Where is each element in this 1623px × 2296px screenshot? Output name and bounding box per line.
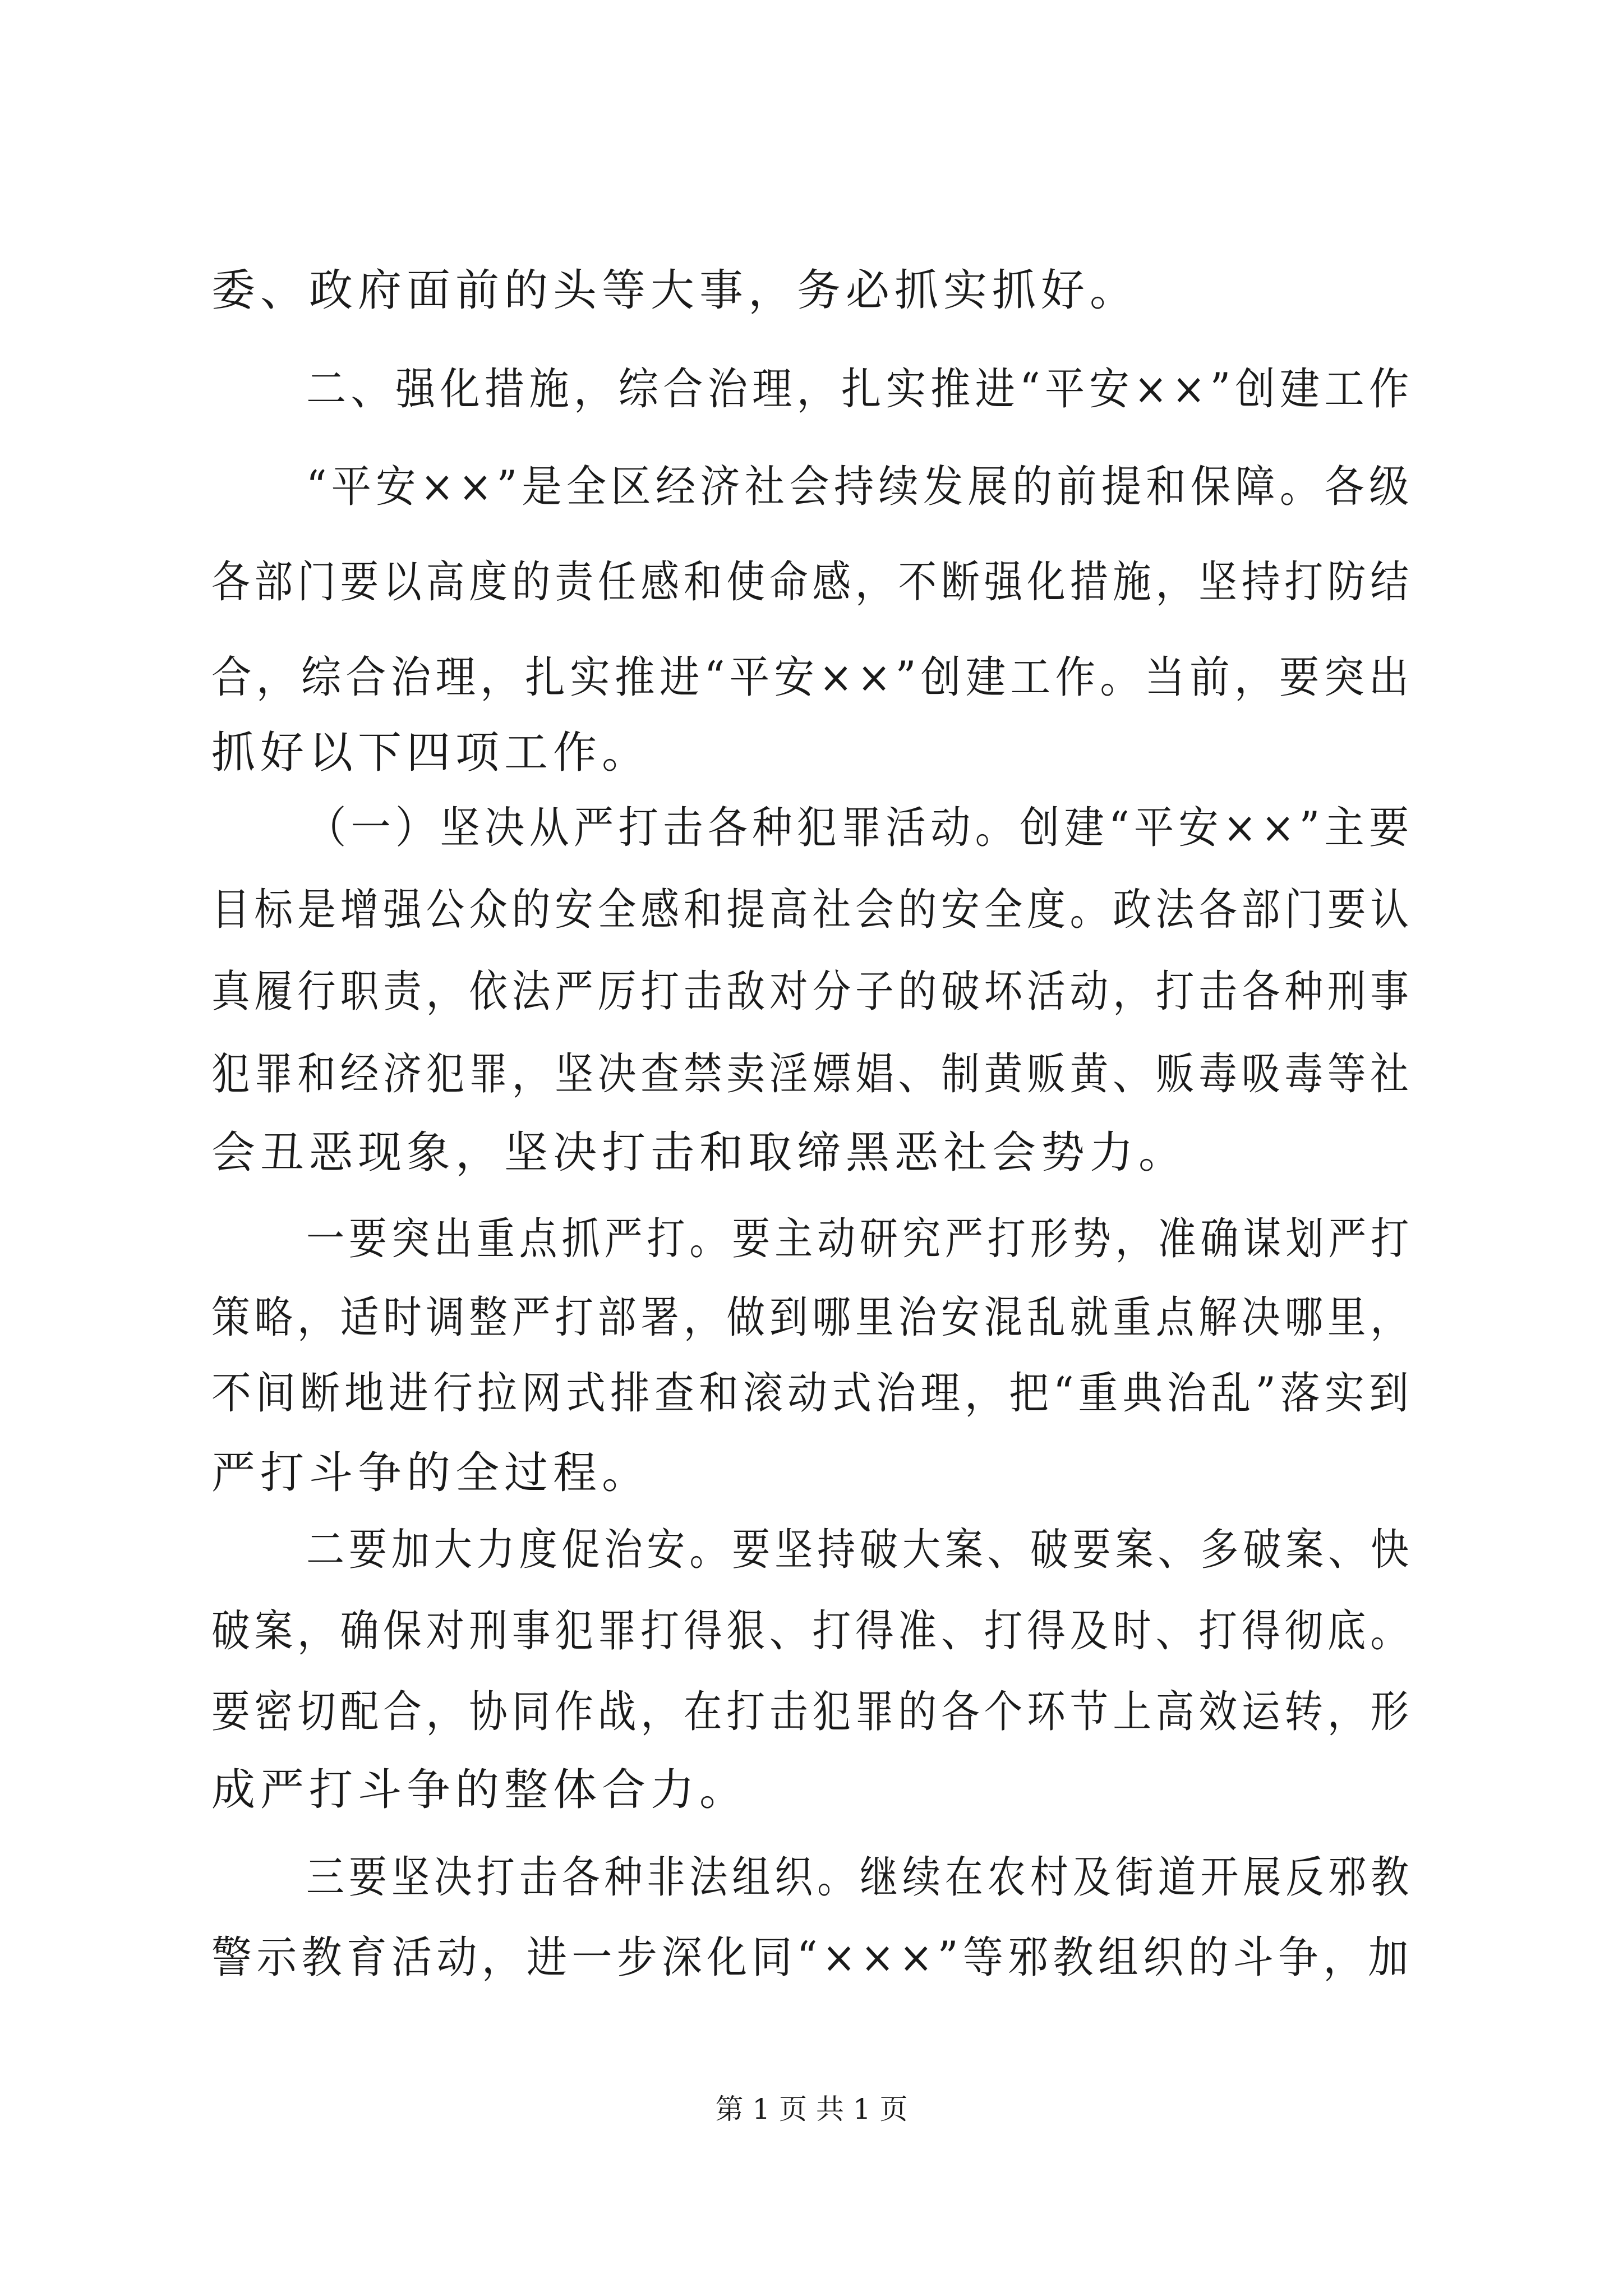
paragraph-line: 犯罪和经济犯罪，坚决查禁卖淫嫖娼、制黄贩黄、贩毒吸毒等社 — [211, 1049, 1413, 1099]
paragraph-line: 委、政府面前的头等大事，务必抓实抓好。 — [211, 265, 1139, 316]
paragraph-line: 真履行职责，依法严厉打击敌对分子的破坏活动，打击各种刑事 — [211, 967, 1413, 1017]
paragraph-line: 严打斗争的全过程。 — [211, 1448, 651, 1498]
paragraph-line: 会丑恶现象，坚决打击和取缔黑恶社会势力。 — [211, 1128, 1188, 1178]
paragraph-line: 警示教育活动，进一步深化同“×××”等邪教组织的斗争，加 — [211, 1932, 1413, 1983]
page-footer: 第 1 页 共 1 页 — [715, 2093, 908, 2125]
paragraph-line: 策略，适时调整严打部署，做到哪里治安混乱就重点解决哪里， — [211, 1292, 1413, 1343]
paragraph-line: （一）坚决从严打击各种犯罪活动。创建“平安××”主要 — [306, 803, 1414, 853]
paragraph-line: 抓好以下四项工作。 — [211, 728, 651, 778]
section-heading: 二、强化措施，综合治理，扎实推进“平安××”创建工作 — [306, 364, 1414, 415]
paragraph-line: 三要坚决打击各种非法组织。继续在农村及街道开展反邪教 — [306, 1852, 1414, 1903]
paragraph-line: 要密切配合，协同作战，在打击犯罪的各个环节上高效运转，形 — [211, 1687, 1413, 1737]
paragraph-line: 各部门要以高度的责任感和使命感，不断强化措施，坚持打防结 — [211, 557, 1413, 608]
paragraph-line: 成严打斗争的整体合力。 — [211, 1765, 749, 1815]
paragraph-line: 破案，确保对刑事犯罪打得狠、打得准、打得及时、打得彻底。 — [211, 1606, 1413, 1657]
paragraph-line: 合，综合治理，扎实推进“平安××”创建工作。当前，要突出 — [211, 652, 1414, 703]
paragraph-line: “平安××”是全区经济社会持续发展的前提和保障。各级 — [306, 462, 1414, 512]
paragraph-line: 二要加大力度促治安。要坚持破大案、破要案、多破案、快 — [306, 1525, 1414, 1575]
paragraph-line: 一要突出重点抓严打。要主动研究严打形势，准确谋划严打 — [306, 1214, 1414, 1264]
paragraph-line: 目标是增强公众的安全感和提高社会的安全度。政法各部门要认 — [211, 885, 1413, 935]
paragraph-line: 不间断地进行拉网式排查和滚动式治理，把“重典治乱”落实到 — [211, 1368, 1413, 1419]
